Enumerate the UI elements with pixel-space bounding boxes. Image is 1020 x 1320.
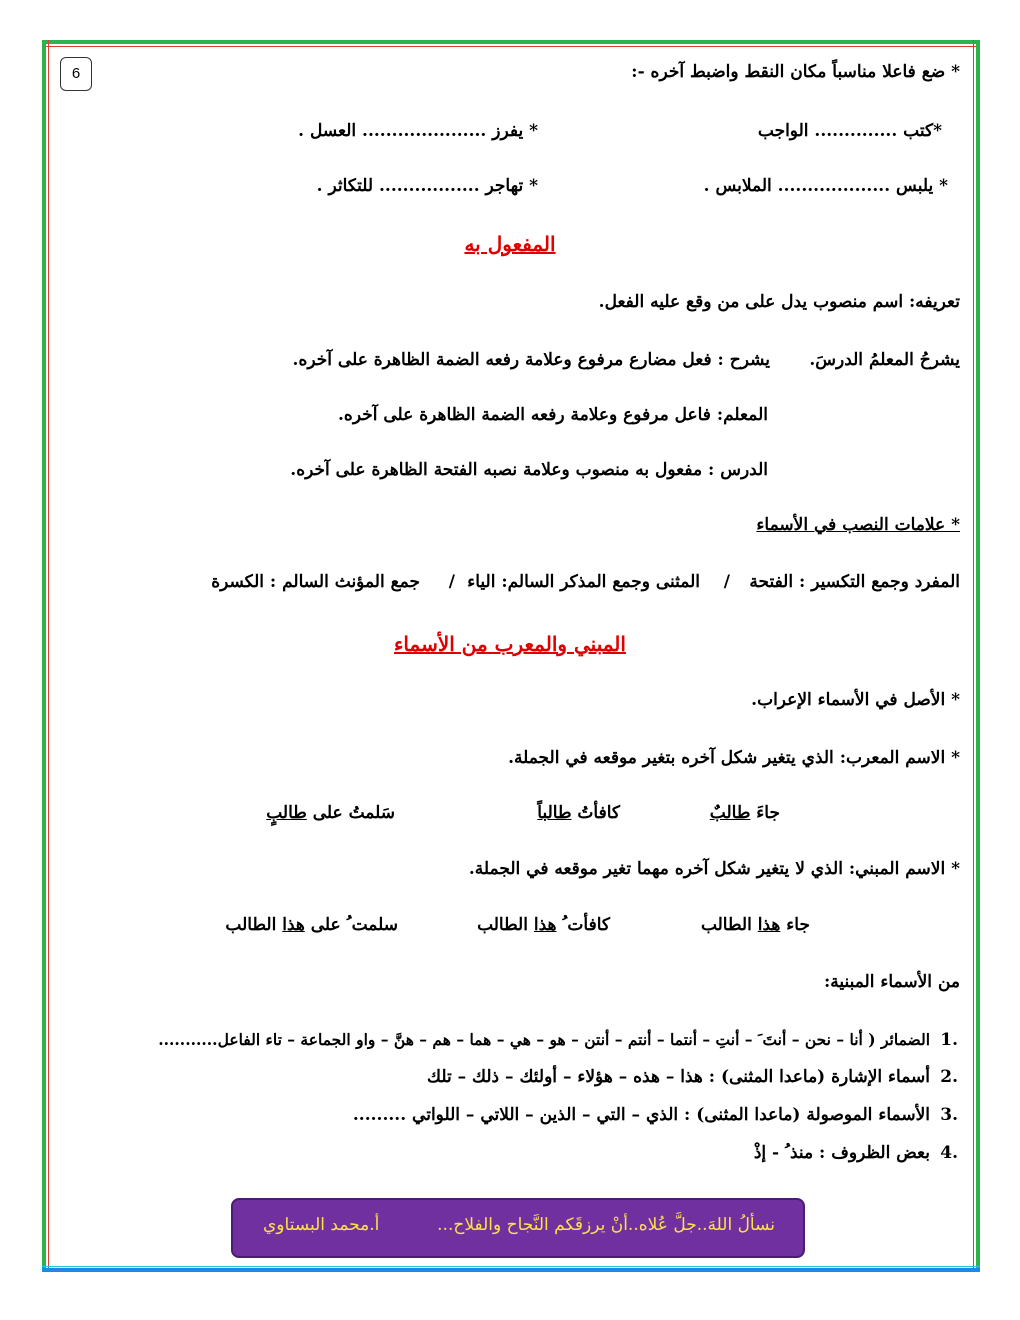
sign-dual: المثنى وجمع المذكر السالم: الياء (467, 572, 700, 592)
exercise-item-4: * تهاجر ................. للتكاثر . (316, 176, 538, 196)
mabni-example-1: جاء هذا الطالب (700, 915, 810, 935)
exercise-item-3: * يلبس ................... الملابس . (703, 176, 948, 196)
exercise-instruction: * ضع فاعلا مناسباً مكان النقط واضبط آخره -: (631, 62, 960, 82)
list-number: .2 (940, 1067, 958, 1087)
accusative-heading: * علامات النصب في الأسماء (756, 515, 960, 535)
list-number: .1 (940, 1030, 958, 1050)
list-item: الضمائر ( أنا – نحن – أنتَ َ – أنتِ – أنتما – أنتم – أنتن – هو – هي – هما – هم – هنَّ – واو الجماعة – تاء الفاعل........... (158, 1030, 930, 1049)
footer-prayer: نسألُ اللهَ..جلَّ عُلاه..أنْ يرزقَكم النَّجاح والفلاح... (437, 1215, 775, 1235)
mabni-example-3: سلمت ُ على هذا الطالب (225, 915, 398, 935)
sign-singular: المفرد وجمع التكسير : الفتحة (749, 572, 960, 592)
section-title-mabni: المبني والمعرب من الأسماء (394, 632, 626, 656)
list-item: أسماء الإشارة (ماعدا المثنى) : هذا – هذه – هؤلاء – أولئك – ذلك – تلك (427, 1067, 930, 1087)
object-definition: تعريفه: اسم منصوب يدل على من وقع عليه الفعل. (598, 292, 960, 312)
principle: * الأصل في الأسماء الإعراب. (751, 690, 960, 710)
mabni-example-2: كافأت ُ هذا الطالب (477, 915, 610, 935)
list-number: .4 (940, 1143, 958, 1163)
page-border (42, 40, 980, 1272)
exercise-item-1: *كتب .............. الواجب (757, 121, 942, 141)
murab-definition: * الاسم المعرب: الذي يتغير شكل آخره بتغير موقعه في الجملة. (508, 748, 960, 768)
explain-subject: المعلم: فاعل مرفوع وعلامة رفعه الضمة الظاهرة على آخره. (338, 405, 768, 425)
mabni-definition: * الاسم المبني: الذي لا يتغير شكل آخره مهما تغير موقعه في الجملة. (468, 859, 960, 879)
footer-author: أ.محمد البستاوي (263, 1215, 380, 1235)
footer-banner (231, 1198, 805, 1258)
exercise-item-2: * يفرز ..................... العسل . (298, 121, 538, 141)
mabni-list-heading: من الأسماء المبنية: (823, 972, 960, 992)
example-sentence: يشرحُ المعلمُ الدرسَ. (809, 350, 960, 370)
separator: / (448, 572, 455, 592)
separator: / (723, 572, 730, 592)
page-number: 6 (60, 57, 92, 91)
list-item: بعض الظروف : منذ ُ - إذْ (753, 1143, 930, 1163)
section-title-object: المفعول به (464, 232, 556, 256)
murab-example-1: جاءَ طالبٌ (709, 803, 780, 823)
list-number: .3 (940, 1105, 958, 1125)
murab-example-3: سَلمتُ على طالبٍ (266, 803, 395, 823)
murab-example-2: كافأتُ طالباً (537, 803, 620, 823)
explain-verb: يشرح : فعل مضارع مرفوع وعلامة رفعه الضمة الظاهرة على آخره. (292, 350, 770, 370)
explain-object: الدرس : مفعول به منصوب وعلامة نصبه الفتحة الظاهرة على آخره. (290, 460, 768, 480)
list-item: الأسماء الموصولة (ماعدا المثنى) : الذي – التي – الذين – اللاتي – اللواتي ......... (352, 1105, 930, 1125)
sign-fem-plural: جمع المؤنث السالم : الكسرة (211, 572, 420, 592)
